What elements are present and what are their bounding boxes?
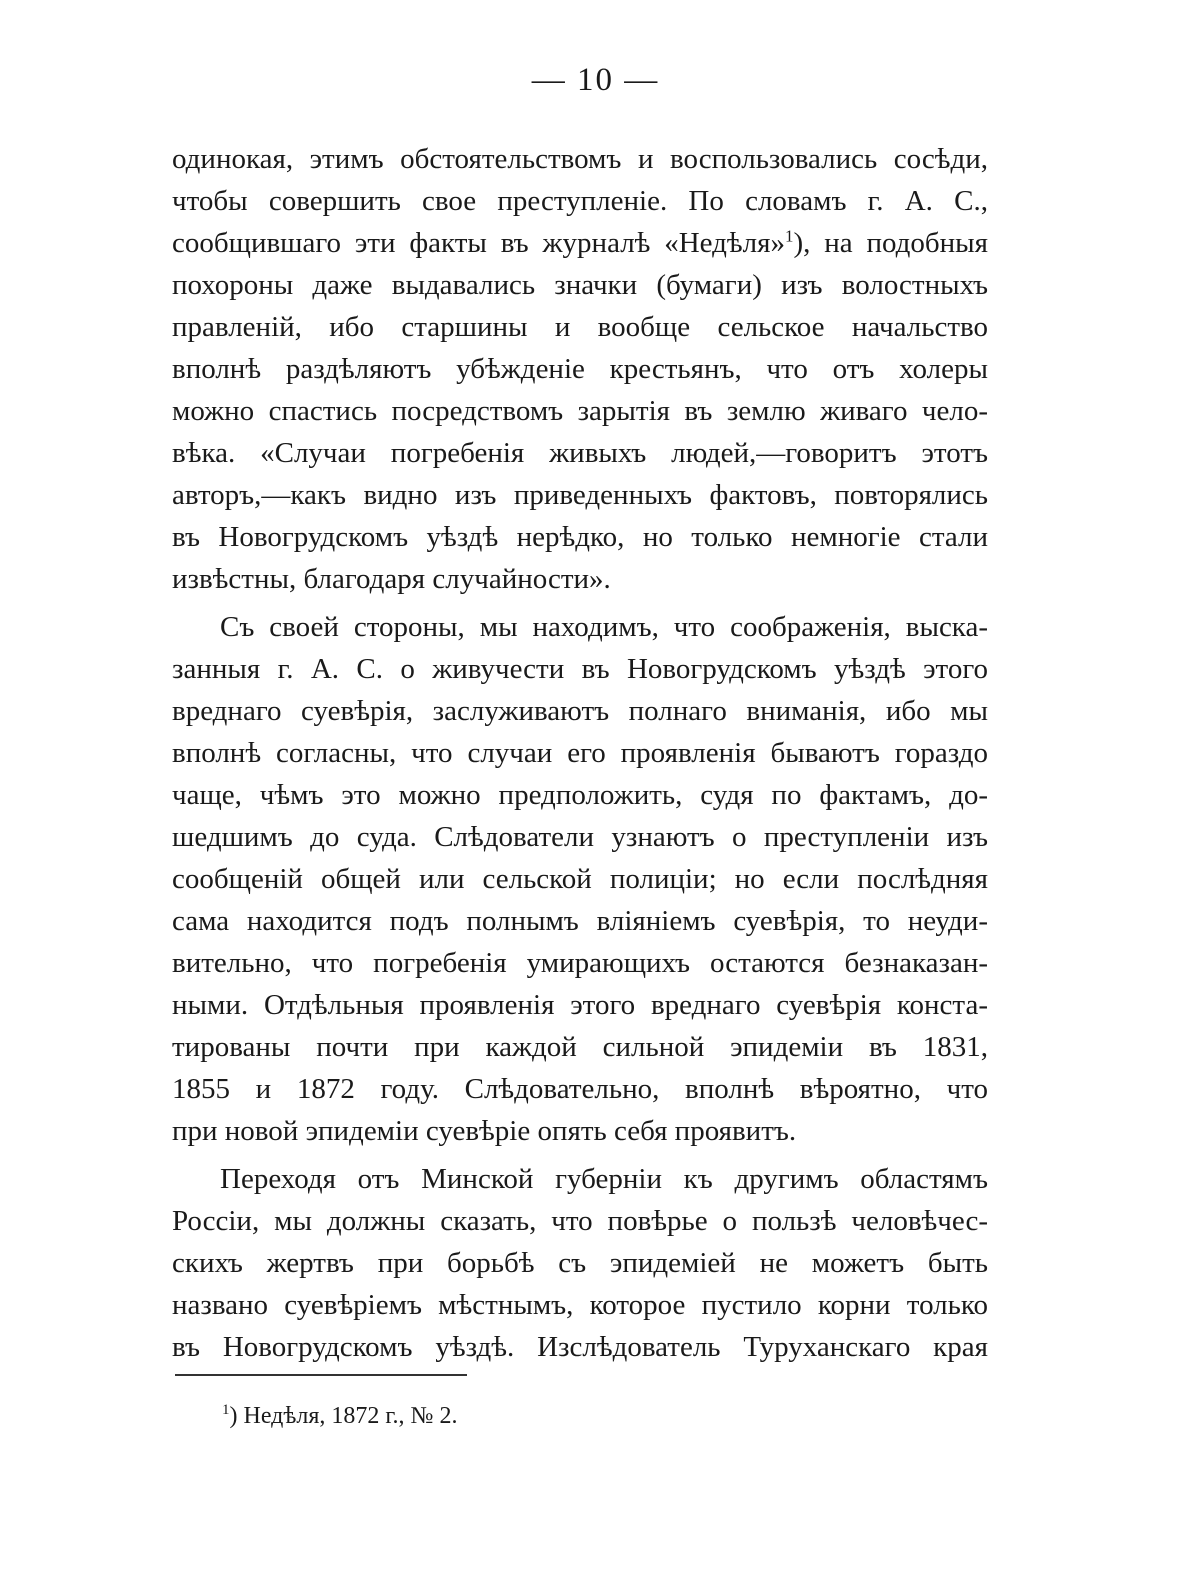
text-line: вреднаго суевѣрія, заслуживаютъ полнаго вниманія, ибо мы xyxy=(172,695,988,727)
text-line: шедшимъ до суда. Слѣдователи узнаютъ о преступленіи изъ xyxy=(172,821,988,853)
text-line: названо суевѣріемъ мѣстнымъ, которое пустило корни только xyxy=(172,1289,988,1321)
text-line: чаще, чѣмъ это можно предположить, судя по фактамъ, до- xyxy=(172,779,988,811)
text-line: похороны даже выдавались значки (бумаги) изъ волостныхъ xyxy=(172,269,988,301)
text-line: 1855 и 1872 году. Слѣдовательно, вполнѣ вѣроятно, что xyxy=(172,1073,988,1105)
text-line: при новой эпидеміи суевѣріе опять себя проявитъ. xyxy=(172,1115,797,1147)
text-line: въ Новогрудскомъ уѣздѣ нерѣдко, но только немногіе стали xyxy=(172,521,988,553)
text-line: правленій, ибо старшины и вообще сельское начальство xyxy=(172,311,988,343)
text-line: Переходя отъ Минской губерніи къ другимъ областямъ xyxy=(220,1163,988,1195)
text-segment: ), на подобныя xyxy=(793,227,988,259)
text-line: одинокая, этимъ обстоятельствомъ и воспользовались сосѣди, xyxy=(172,143,988,175)
text-line: Россіи, мы должны сказать, что повѣрье о пользѣ человѣчес- xyxy=(172,1205,988,1237)
text-line: чтобы совершить свое преступленіе. По словамъ г. А. С., xyxy=(172,185,988,217)
page-number: — 10 — xyxy=(531,62,660,98)
text-line: вительно, что погребенія умирающихъ остаются безнаказан- xyxy=(172,947,988,979)
text-line: вѣка. «Случаи погребенія живыхъ людей,—говоритъ этотъ xyxy=(172,437,988,469)
text-line-with-footnote-ref xyxy=(172,222,988,264)
footnote-reference: 1 xyxy=(784,226,794,246)
text-line: занныя г. А. С. о живучести въ Новогрудскомъ уѣздѣ этого xyxy=(172,653,988,685)
footnote-divider xyxy=(175,1374,467,1376)
text-line: сама находится подъ полнымъ вліяніемъ суевѣрія, то неуди- xyxy=(172,905,988,937)
body-text xyxy=(172,138,988,1368)
text-line: въ Новогрудскомъ уѣздѣ. Изслѣдователь Туруханскаго края xyxy=(172,1331,988,1363)
text-line: скихъ жертвъ при борьбѣ съ эпидеміей не можетъ быть xyxy=(172,1247,988,1279)
text-segment: сообщившаго эти факты въ журналѣ «Недѣля» xyxy=(172,227,785,259)
footnote xyxy=(222,1400,457,1432)
text-line: сообщеній общей или сельской полиціи; но если послѣдняя xyxy=(172,863,988,895)
text-line: ными. Отдѣльныя проявленія этого вреднаго суевѣрія конста- xyxy=(172,989,988,1021)
text-line: вполнѣ согласны, что случаи его проявленія бываютъ гораздо xyxy=(172,737,988,769)
text-line: вполнѣ раздѣляютъ убѣжденіе крестьянъ, что отъ холеры xyxy=(172,353,988,385)
text-line: можно спастись посредствомъ зарытія въ землю живаго чело- xyxy=(172,395,988,427)
text-line: авторъ,—какъ видно изъ приведенныхъ фактовъ, повторялись xyxy=(172,479,988,511)
text-line: извѣстны, благодаря случайности». xyxy=(172,563,611,595)
text-line: тированы почти при каждой сильной эпидеміи въ 1831, xyxy=(172,1031,988,1063)
footnote-marker: 1 xyxy=(222,1402,230,1418)
footnote-text: ) Недѣля, 1872 г., № 2. xyxy=(229,1403,458,1429)
text-line: Съ своей стороны, мы находимъ, что соображенія, выска- xyxy=(220,611,988,643)
